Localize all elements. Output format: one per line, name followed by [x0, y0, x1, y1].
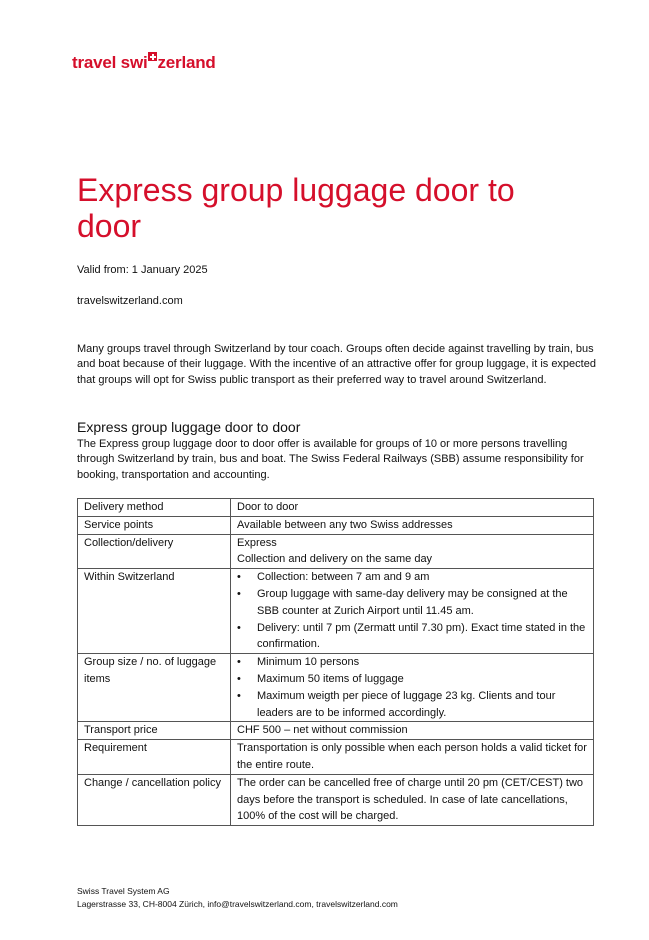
row-label: Within Switzerland	[78, 569, 231, 654]
table-row	[78, 654, 594, 722]
table-row	[78, 774, 594, 825]
section-text: The Express group luggage door to door offer is available for groups of 10 or more persons travelling through Switzerland by train, bus and boat. The Swiss Federal Railways (SBB) assume responsibility for booking, transportation and accounting.	[77, 438, 584, 481]
row-label: Group size / no. of luggage items	[78, 654, 231, 722]
list-item: • Collection: between 7 am and 9 am	[237, 569, 588, 586]
website-text: travelswitzerland.com	[77, 295, 183, 307]
list-item: • Minimum 10 persons	[237, 654, 588, 671]
section-title: Express group luggage door to door	[77, 419, 301, 435]
row-label: Service points	[78, 516, 231, 534]
row-value: CHF 500 – net without commission	[231, 722, 594, 740]
footer-company: Swiss Travel System AG	[77, 886, 170, 896]
logo-text-start: travel swi	[72, 53, 148, 72]
table-row	[78, 499, 594, 517]
row-label: Collection/delivery	[78, 534, 231, 569]
valid-from: Valid from: 1 January 2025	[77, 264, 208, 276]
row-value: The order can be cancelled free of charge until 20 pm (CET/CEST) two days before the transport is scheduled. In case of late cancellations, 100% of the cost will be charged.	[231, 774, 594, 825]
table-row	[78, 722, 594, 740]
within-list	[237, 569, 588, 653]
table-row	[78, 516, 594, 534]
collection-line: Collection and delivery on the same day	[237, 553, 433, 566]
row-value: Transportation is only possible when each person holds a valid ticket for the entire route.	[231, 740, 594, 775]
row-value: Door to door	[231, 499, 594, 517]
table-row	[78, 740, 594, 775]
table-row	[78, 534, 594, 569]
row-value	[231, 654, 594, 722]
logo-text-end: zerland	[157, 53, 216, 72]
footer-address: Lagerstrasse 33, CH-8004 Zürich, info@travelswitzerland.com, travelswitzerland.com	[77, 899, 398, 909]
list-item: • Delivery: until 7 pm (Zermatt until 7.30 pm). Exact time stated in the confirmation.	[237, 620, 588, 654]
list-item: • Group luggage with same-day delivery may be consigned at the SBB counter at Zurich Airport until 11.45 am.	[237, 586, 588, 620]
table-row	[78, 569, 594, 654]
group-size-list	[237, 654, 588, 721]
offer-table	[77, 498, 594, 826]
row-label: Transport price	[78, 722, 231, 740]
collection-line: Express	[237, 536, 277, 549]
row-label: Change / cancellation policy	[78, 774, 231, 825]
page-title: Express group luggage door to door	[77, 172, 515, 244]
row-label: Delivery method	[78, 499, 231, 517]
swiss-cross-icon	[148, 52, 157, 61]
row-value	[231, 569, 594, 654]
list-item: • Maximum weigth per piece of luggage 23 kg. Clients and tour leaders are to be informed accordingly.	[237, 688, 588, 722]
row-label: Requirement	[78, 740, 231, 775]
row-value: Available between any two Swiss addresses	[231, 516, 594, 534]
row-value	[231, 534, 594, 569]
brand-logo	[72, 52, 216, 73]
list-item: • Maximum 50 items of luggage	[237, 671, 588, 688]
intro-paragraph: Many groups travel through Switzerland by tour coach. Groups often decide against travelling by train, bus and boat because of their luggage. With the incentive of an attractive offer for group luggage, it is expected that groups will opt for Swiss public transport as their preferred way to travel around Switzerland.	[77, 343, 596, 386]
